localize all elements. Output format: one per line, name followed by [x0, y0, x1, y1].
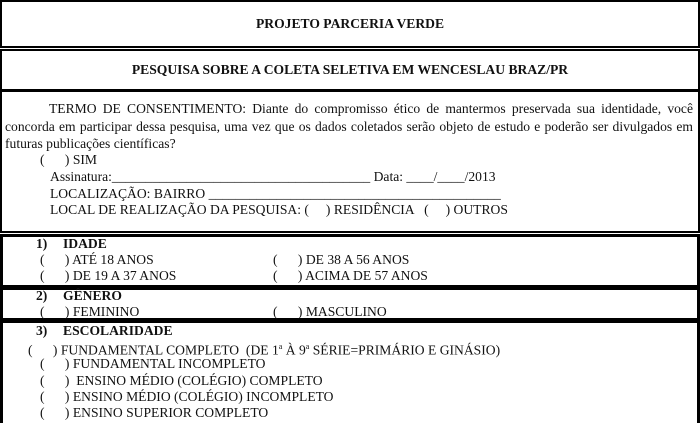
- education-option[interactable]: ( ) ENSINO MÉDIO (COLÉGIO) COMPLETO: [40, 373, 323, 388]
- q3-number: 3): [36, 323, 48, 338]
- consent-sim-checkbox[interactable]: ( ) SIM: [40, 152, 98, 167]
- education-option[interactable]: ( ) ENSINO SUPERIOR COMPLETO: [40, 405, 269, 420]
- q3-title: ESCOLARIDADE: [63, 323, 173, 338]
- signature-date-field[interactable]: Assinatura:______________________________________ Data: ____/____/2013: [50, 169, 496, 184]
- q2-title: GÊNERO: [63, 288, 122, 303]
- ordinal: a: [305, 342, 310, 351]
- education-option[interactable]: ( ) ENSINO MÉDIO (COLÉGIO) INCOMPLETO: [40, 389, 334, 404]
- option-text: ( ) FUNDAMENTAL COMPLETO (DE 1: [28, 342, 279, 358]
- age-option[interactable]: ( ) ATÉ 18 ANOS: [40, 252, 154, 267]
- q2-number: 2): [36, 288, 48, 303]
- gender-option[interactable]: ( ) MASCULINO: [273, 304, 387, 319]
- option-text: SÉRIE=PRIMÁRIO E GINÁSIO): [309, 342, 501, 358]
- project-title: PROJETO PARCERIA VERDE: [255, 16, 445, 31]
- age-option[interactable]: ( ) ACIMA DE 57 ANOS: [273, 268, 428, 283]
- neighborhood-field[interactable]: LOCALIZAÇÃO: BAIRRO ___________________________________________: [50, 186, 501, 201]
- age-option[interactable]: ( ) DE 19 A 37 ANOS: [40, 268, 177, 283]
- survey-title: PESQUISA SOBRE A COLETA SELETIVA EM WENCESLAU BRAZ/PR: [131, 62, 569, 77]
- education-option[interactable]: ( ) FUNDAMENTAL INCOMPLETO: [40, 356, 266, 371]
- option-text: À 9: [282, 342, 306, 358]
- consent-text: [5, 100, 693, 153]
- q1-title: IDADE: [63, 236, 107, 251]
- consent-paragraph: TERMO DE CONSENTIMENTO: Diante do compromisso ético de mantermos preservada sua identidade, você concorda em participar dessa pesquisa, uma vez que os dados coletados serão objeto de estudo e poderão ser divulgados em futuras publicações científicas?: [5, 101, 693, 151]
- ordinal: a: [278, 342, 283, 351]
- gender-option[interactable]: ( ) FEMININO: [40, 304, 140, 319]
- survey-location-options[interactable]: LOCAL DE REALIZAÇÃO DA PESQUISA: ( ) RESIDÊNCIA ( ) OUTROS: [50, 202, 508, 217]
- age-option[interactable]: ( ) DE 38 A 56 ANOS: [273, 252, 410, 267]
- q1-number: 1): [36, 236, 48, 251]
